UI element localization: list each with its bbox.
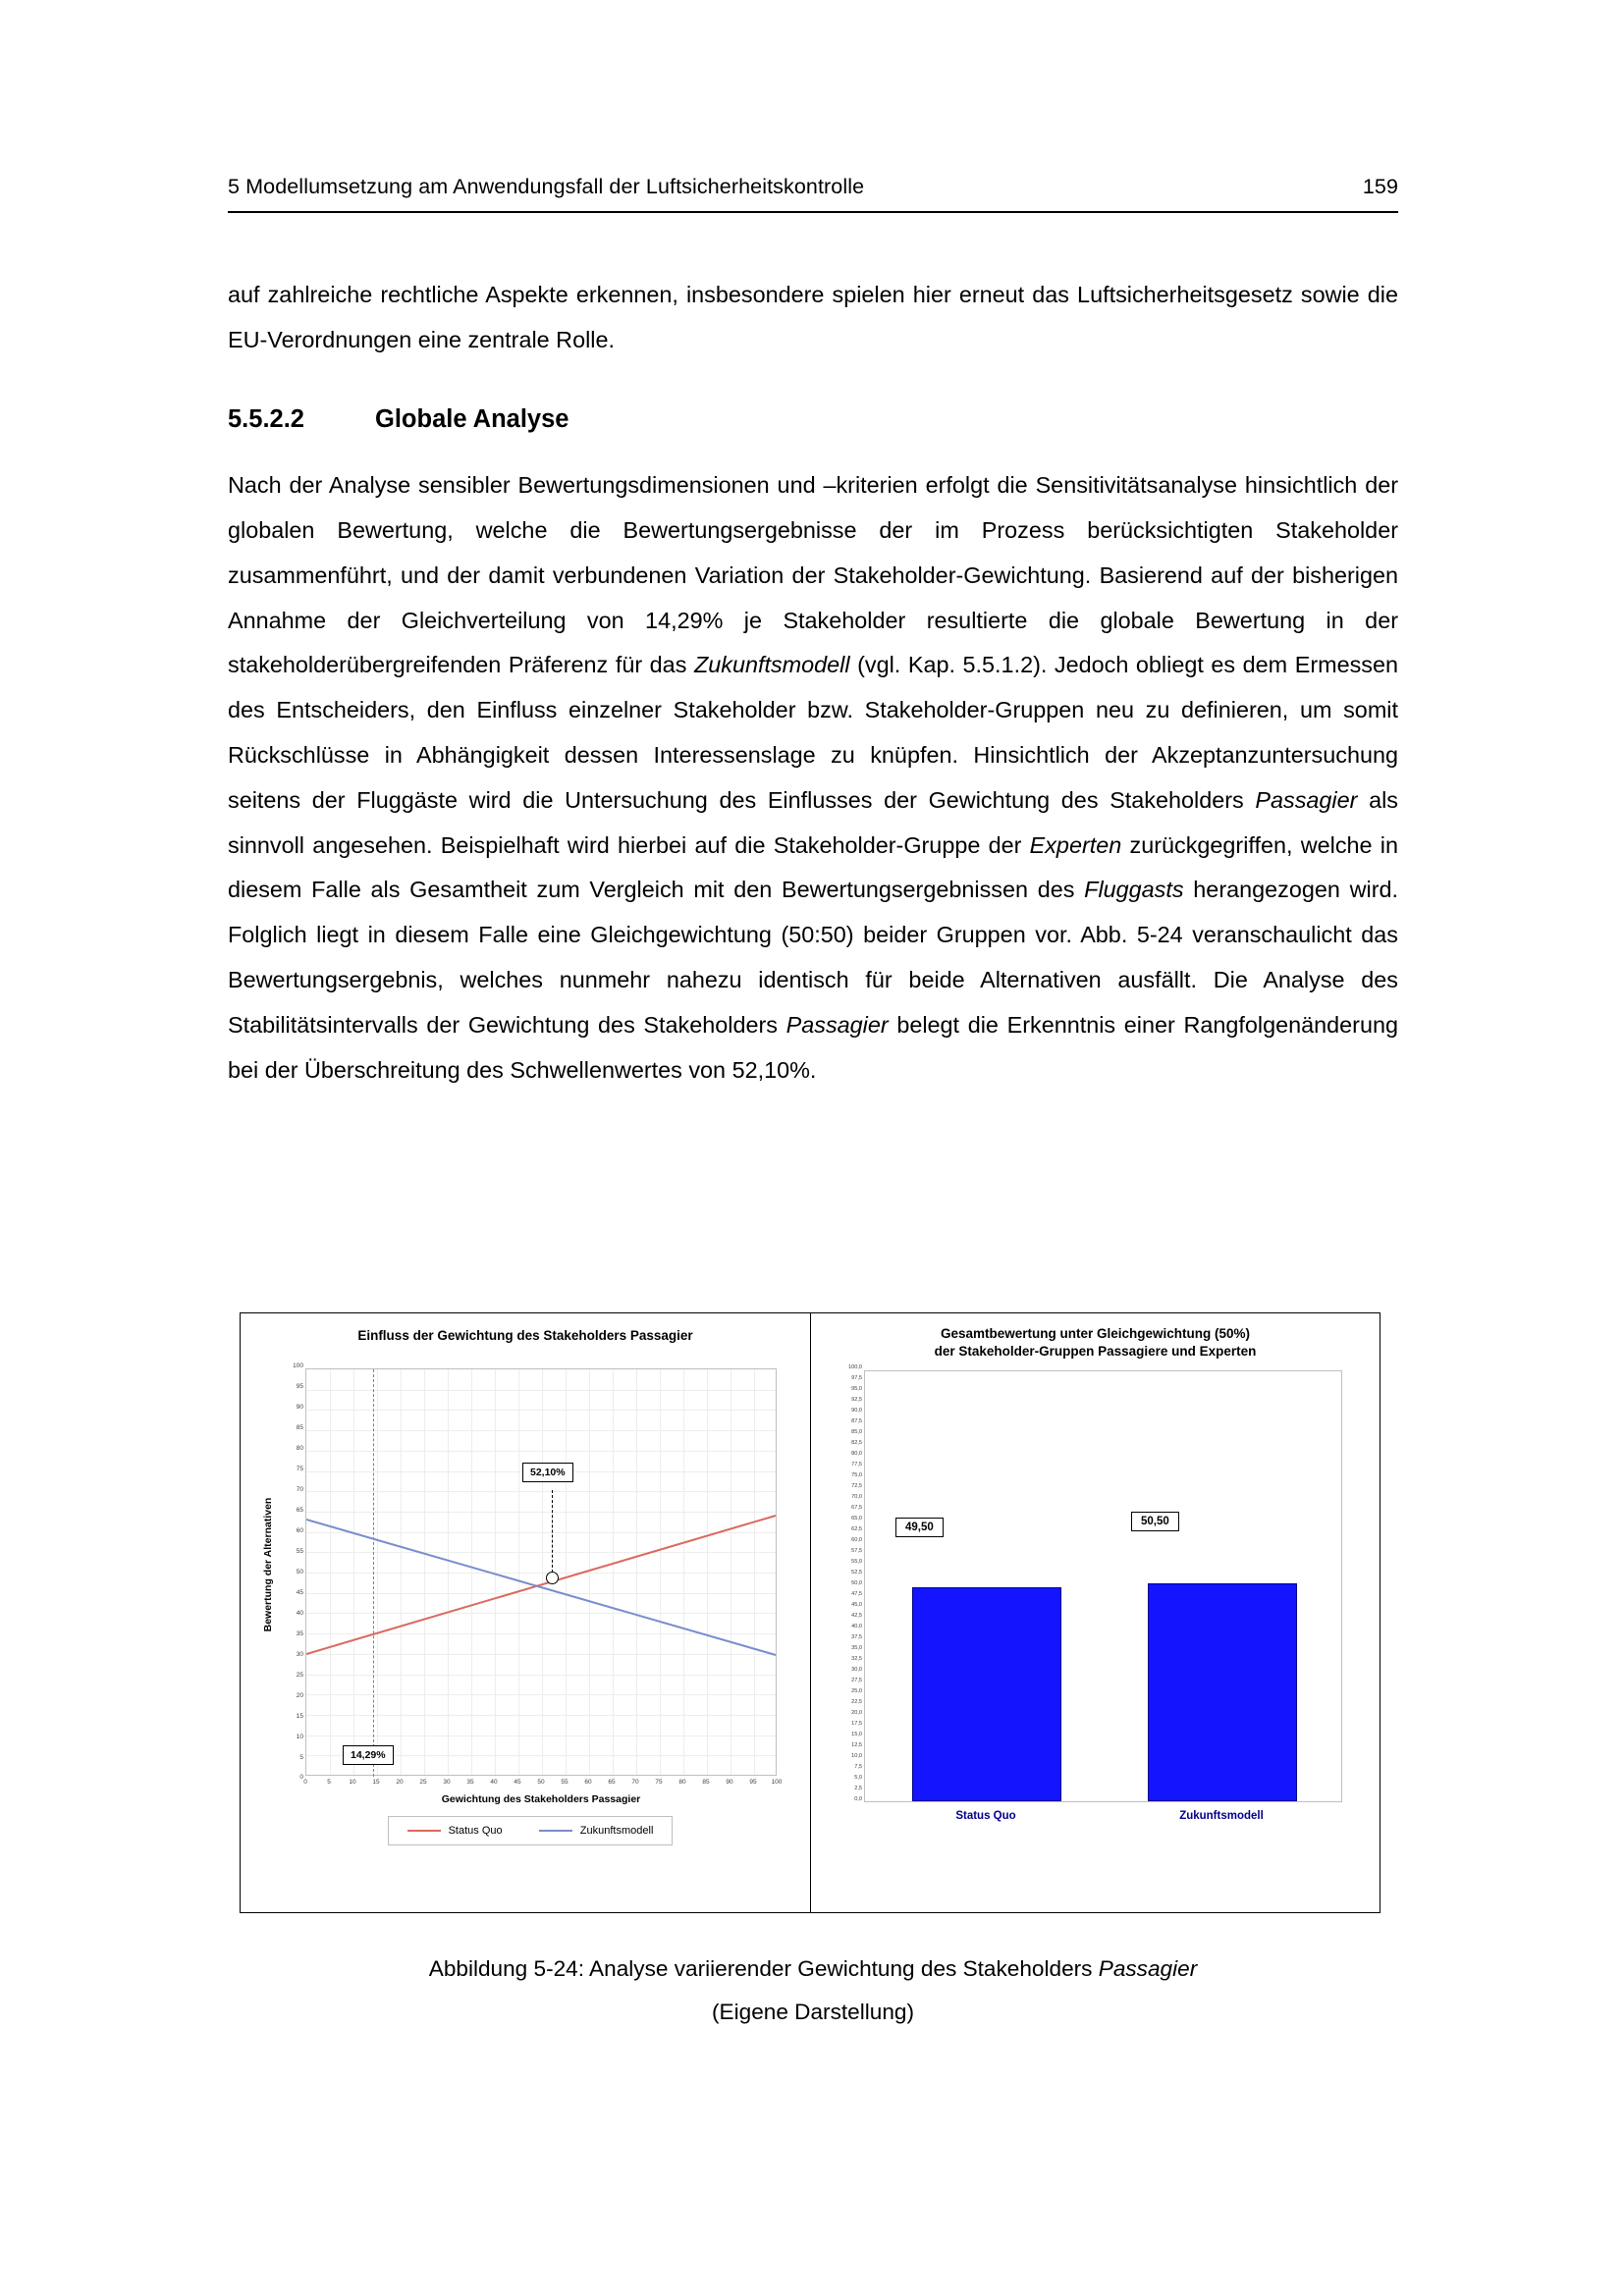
paragraph-part-4: zurückgegriffen, welche in diesem Falle als Gesamtheit zum Vergleich mit den Bewertungsergebnissen des: [228, 831, 1398, 903]
paragraph-part-6: belegt die Erkenntnis einer Rangfolgenänderung bei der Überschreitung des Schwellenwertes von 52,10%.: [228, 1011, 1398, 1083]
bar-category-zukunftsmodell: Zukunftsmodell: [1179, 1810, 1264, 1822]
header-page-number: 159: [1362, 175, 1398, 198]
legend-label-status-quo: Status Quo: [448, 1825, 503, 1837]
bar-status-quo: [912, 1587, 1061, 1801]
intersection-marker: [546, 1572, 559, 1584]
series-zukunftsmodell: [306, 1369, 778, 1777]
main-paragraph: [228, 463, 1398, 1093]
italic-experten: Experten: [1029, 831, 1122, 858]
line-chart-legend: [388, 1816, 673, 1845]
section-number: 5.5.2.2: [228, 404, 304, 433]
header-chapter-title: 5 Modellumsetzung am Anwendungsfall der Luftsicherheitskontrolle: [228, 175, 865, 198]
page-content: [228, 273, 1398, 1093]
bar-chart-plot-area: [864, 1370, 1342, 1802]
figure-caption-line-1: [228, 1948, 1398, 1991]
legend-label-zukunftsmodell: Zukunftsmodell: [579, 1825, 654, 1837]
section-title: Globale Analyse: [375, 404, 569, 433]
threshold-callout: 52,10%: [522, 1463, 573, 1482]
global-evaluation-bar-chart: [811, 1313, 1380, 1912]
page-header: [228, 175, 1398, 199]
bar-value-zukunftsmodell: 50,50: [1131, 1512, 1179, 1531]
bar-chart-y-ticks: 100,0 97,5 95,0 92,5 90,0 87,5 85,0 82,5 80,0 77,5 75,0 72,5 70,0 67,5 65,0 62,5 60,0 57,5 55,0 52,5 50,0 47,5 45,0 42,5 40,0 37,5 35,0 32,5 30,0 27,5 25,0 22,5 20,0 17,5 15,0 12,5 10,0 7,5 5,0 2,5 0,0: [848, 1364, 862, 1802]
line-chart-plot-area: [305, 1368, 777, 1776]
legend-swatch-status-quo: [407, 1830, 441, 1832]
bar-chart-title-line1: Gesamtbewertung unter Gleichgewichtung (50%): [940, 1326, 1251, 1341]
line-chart-y-ticks: 100 95 90 85 80 75 70 65 60 55 50 45 40 35 30 25 20 15 10 5 0: [293, 1362, 303, 1781]
paragraph-part-3: als sinnvoll angesehen. Beispielhaft wird hierbei auf die Stakeholder-Gruppe der: [228, 786, 1399, 858]
italic-passagier-2: Passagier: [785, 1011, 889, 1038]
intro-paragraph: auf zahlreiche rechtliche Aspekte erkennen, insbesondere spielen hier erneut das Luftsicherheitsgesetz sowie die EU-Verordnungen eine zentrale Rolle.: [228, 282, 1398, 352]
sensitivity-line-chart: [241, 1313, 811, 1912]
line-chart-y-axis-title: Bewertung der Alternativen: [262, 1497, 274, 1632]
paragraph-part-5: herangezogen wird. Folglich liegt in diesem Falle eine Gleichgewichtung (50:50) beider Gruppen vor. Abb. 5-24 veranschaulicht das Bewertungsergebnis, welches nunmehr nahezu identisch für beide Alternativen ausfällt. Die Analyse des Stabilitätsintervalls der Gewichtung des Stakeholders: [228, 877, 1398, 1038]
line-chart-title: Einfluss der Gewichtung des Stakeholders Passagier: [357, 1328, 693, 1343]
current-weight-callout: 14,29%: [343, 1745, 394, 1765]
header-divider: [228, 211, 1398, 213]
figure-caption-italic: Passagier: [1098, 1956, 1198, 1981]
bar-category-status-quo: Status Quo: [955, 1810, 1016, 1822]
figure-caption-text: Abbildung 5-24: Analyse variierender Gewichtung des Stakeholders: [428, 1956, 1099, 1981]
figure-caption: [228, 1948, 1398, 2034]
paragraph-part-1: Nach der Analyse sensibler Bewertungsdimensionen und –kriterien erfolgt die Sensitivitätsanalyse hinsichtlich der globalen Bewertung, welche die Bewertungsergebnisse der im Prozess berücksichtigten Stakeholder zusammenführt, und der damit verbundenen Variation der Stakeholder-Gewichtung. Basierend auf der bisherigen Annahme der Gleichverteilung von 14,29% je Stakeholder resultierte die globale Bewertung in der stakeholderübergreifenden Präferenz für das: [228, 472, 1398, 678]
line-chart-x-ticks: 0 5 10 15 20 25 30 35 40 45 50 55 60 65 70 75 80 85 90 95 100: [303, 1779, 783, 1786]
line-chart-x-axis-title: Gewichtung des Stakeholders Passagier: [441, 1793, 641, 1805]
legend-swatch-zukunftsmodell: [539, 1830, 572, 1832]
paragraph-part-2: (vgl. Kap. 5.5.1.2). Jedoch obliegt es dem Ermessen des Entscheiders, den Einfluss einzelner Stakeholder bzw. Stakeholder-Gruppen neu zu definieren, um somit Rückschlüsse in Abhängigkeit dessen Interessenslage zu knüpfen. Hinsichtlich der Akzeptanzuntersuchung seitens der Fluggäste wird die Untersuchung des Einflusses der Gewichtung des Stakeholders: [228, 652, 1399, 813]
italic-passagier-1: Passagier: [1255, 786, 1358, 813]
bar-value-status-quo: 49,50: [895, 1518, 944, 1537]
legend-item-zukunftsmodell: [539, 1825, 654, 1837]
bar-zukunftsmodell: [1148, 1583, 1297, 1801]
italic-fluggasts: Fluggasts: [1084, 877, 1184, 903]
bar-chart-title-line2: der Stakeholder-Gruppen Passagiere und Experten: [934, 1344, 1257, 1359]
section-heading: [228, 404, 1398, 435]
legend-item-status-quo: [407, 1825, 503, 1837]
figure-5-24: [240, 1312, 1380, 1913]
figure-caption-line-2: (Eigene Darstellung): [712, 2000, 914, 2024]
italic-zukunftsmodell: Zukunftsmodell: [693, 652, 850, 678]
